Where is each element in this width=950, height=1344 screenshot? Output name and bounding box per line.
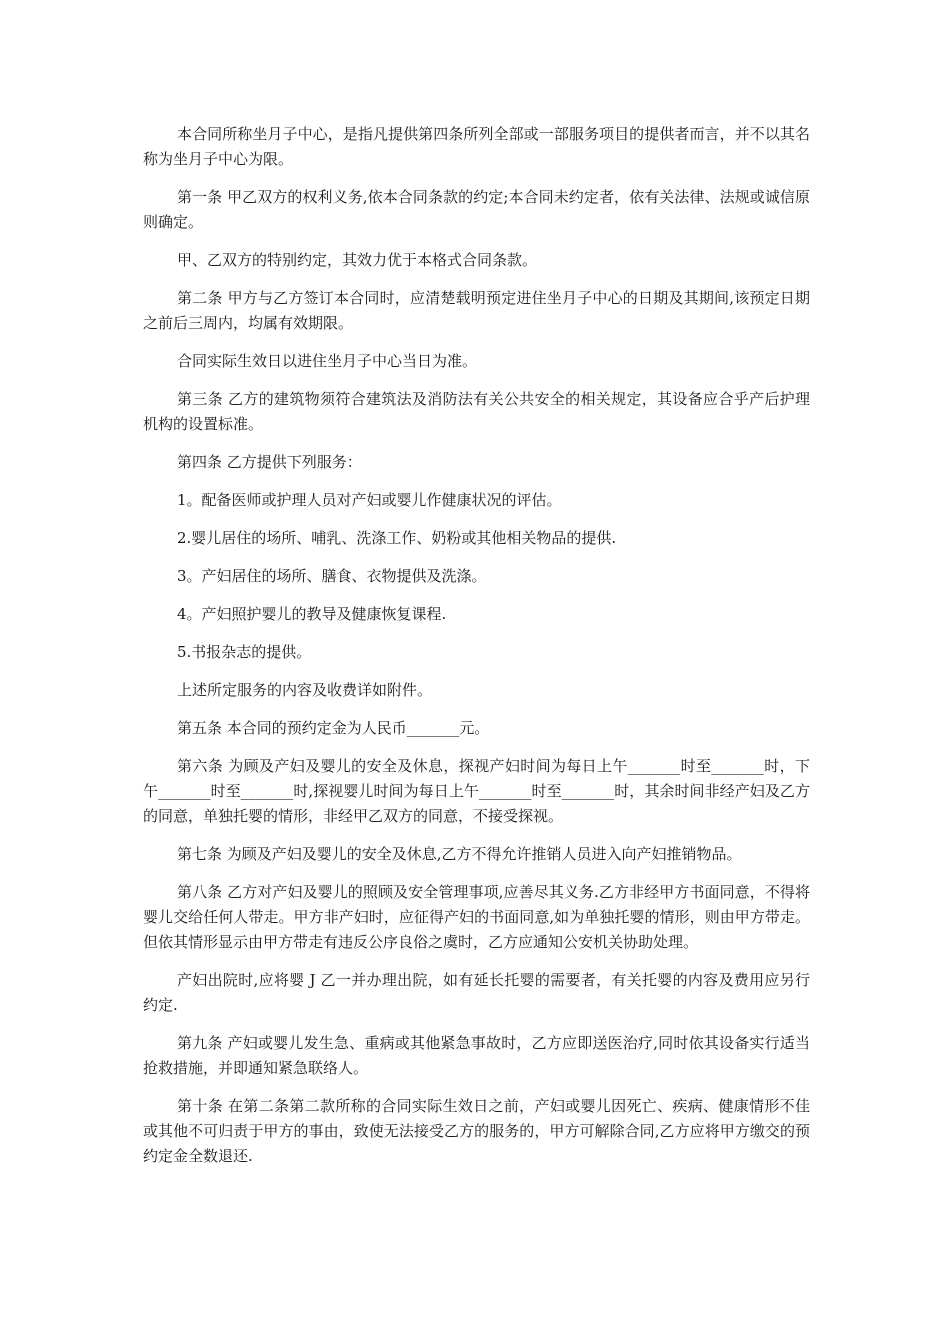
paragraph-article-6: 第六条 为顾及产妇及婴儿的安全及休息，探视产妇时间为每日上午_______时至_______时，下午_______时至_______时,探视婴儿时间为每日上午_______时至_______时，其余时间非经产妇及乙方的同意，单独托婴的情形，非经甲乙双方的同意，不接受探视。 (143, 757, 810, 825)
paragraph-service-1: 1。配备医师或护理人员对产妇或婴儿作健康状况的评估。 (177, 491, 562, 509)
paragraph-article-1: 第一条 甲乙双方的权利义务,依本合同条款的约定;本合同未约定者，依有关法律、法规或诚信原则确定。 (143, 188, 810, 231)
paragraph-effective-date: 合同实际生效日以进住坐月子中心当日为准。 (177, 352, 478, 370)
paragraph-article-4: 第四条 乙方提供下列服务： (177, 453, 362, 471)
paragraph-discharge: 产妇出院时,应将婴 J 乙一并办理出院，如有延长托婴的需要者，有关托婴的内容及费用应另行约定. (143, 971, 810, 1014)
paragraph-service-2: 2.婴儿居住的场所、哺乳、洗涤工作、奶粉或其他相关物品的提供. (177, 529, 617, 547)
paragraph-article-7: 第七条 为顾及产妇及婴儿的安全及休息,乙方不得允许推销人员进入向产妇推销物品。 (177, 845, 742, 863)
paragraph-article-5: 第五条 本合同的预约定金为人民币_______元。 (177, 719, 490, 737)
paragraph-service-3: 3。产妇居住的场所、膳食、衣物提供及洗涤。 (177, 567, 487, 585)
paragraph-service-4: 4。产妇照护婴儿的教导及健康恢复课程. (177, 605, 447, 623)
paragraph-article-10: 第十条 在第二条第二款所称的合同实际生效日之前，产妇或婴儿因死亡、疾病、健康情形不佳或其他不可归责于甲方的事由，致使无法接受乙方的服务的，甲方可解除合同,乙方应将甲方缴交的预约定金全数退还. (143, 1097, 810, 1165)
paragraph-article-2: 第二条 甲方与乙方签订本合同时，应清楚载明预定进住坐月子中心的日期及其期间,该预定日期之前后三周内，均属有效期限。 (143, 289, 810, 332)
paragraph-definition: 本合同所称坐月子中心，是指凡提供第四条所列全部或一部服务项目的提供者而言，并不以其名称为坐月子中心为限。 (143, 125, 810, 168)
paragraph-article-3: 第三条 乙方的建筑物须符合建筑法及消防法有关公共安全的相关规定，其设备应合乎产后护理机构的设置标准。 (143, 390, 810, 433)
paragraph-article-9: 第九条 产妇或婴儿发生急、重病或其他紧急事故时，乙方应即送医治疗,同时依其设备实行适当抢救措施，并即通知紧急联络人。 (143, 1034, 810, 1077)
document-body (143, 122, 810, 1182)
paragraph-service-5: 5.书报杂志的提供。 (177, 643, 312, 661)
paragraph-service-fees: 上述所定服务的内容及收费详如附件。 (177, 681, 433, 699)
paragraph-special-agreement: 甲、乙双方的特别约定，其效力优于本格式合同条款。 (177, 251, 538, 269)
paragraph-article-8: 第八条 乙方对产妇及婴儿的照顾及安全管理事项,应善尽其义务.乙方非经甲方书面同意，不得将婴儿交给任何人带走。甲方非产妇时，应征得产妇的书面同意,如为单独托婴的情形，则由甲方带走。但依其情形显示由甲方带走有违反公序良俗之虞时，乙方应通知公安机关协助处理。 (143, 883, 810, 951)
